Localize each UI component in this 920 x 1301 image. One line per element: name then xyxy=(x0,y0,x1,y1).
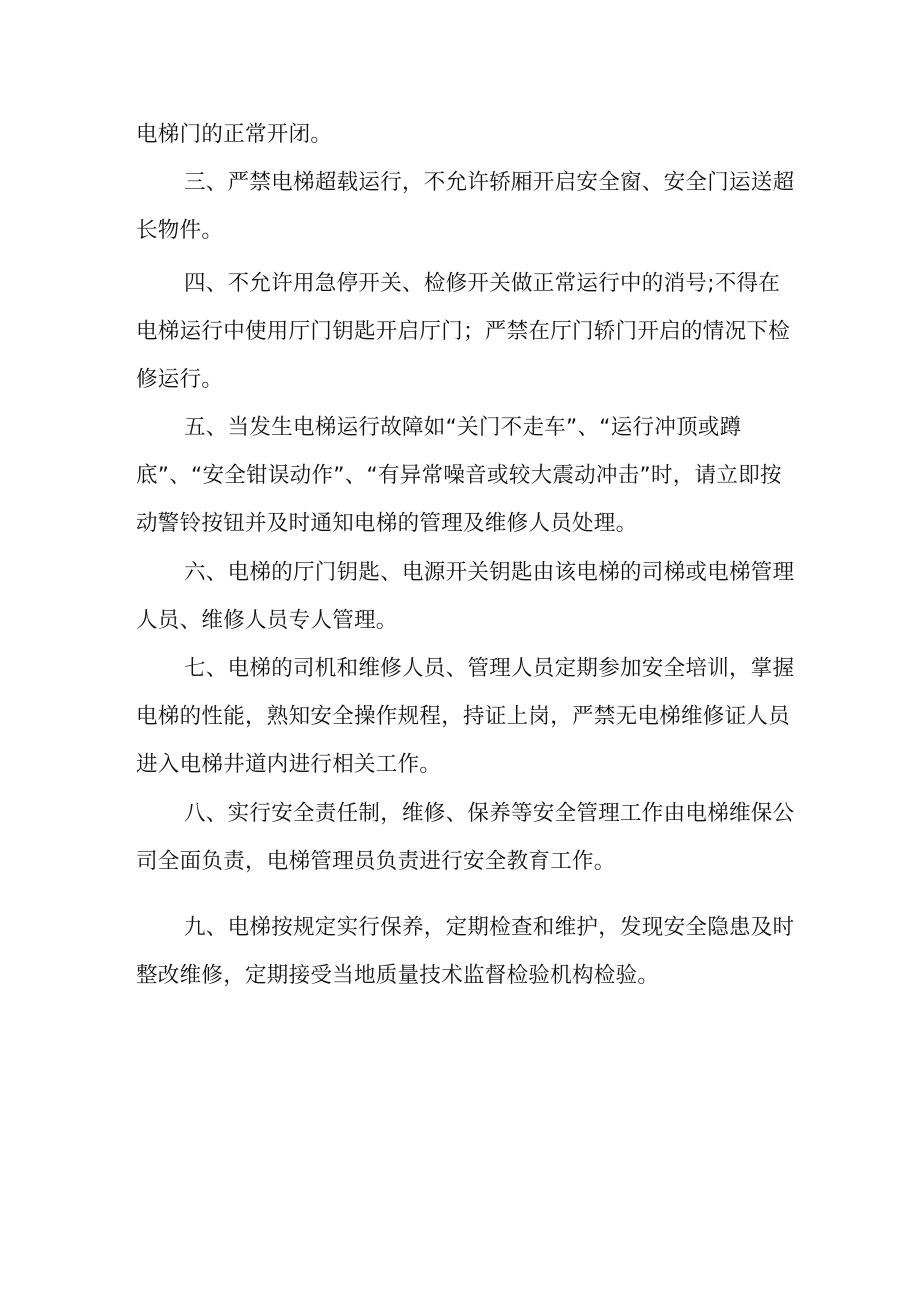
paragraph-rule-5: 五、当发生电梯运行故障如“关门不走车”、“运行冲顶或蹲底”、“安全钳误动作”、“有异常噪音或较大震动冲击”时，请立即按动警铃按钮并及时通知电梯的管理及维修人员处理。 xyxy=(136,415,782,536)
paragraph-continuation: 电梯门的正常开闭。 xyxy=(136,122,333,147)
paragraph-rule-9: 九、电梯按规定实行保养，定期检查和维护，发现安全隐患及时整改维修，定期接受当地质量技术监督检验机构检验。 xyxy=(136,915,795,988)
paragraph-rule-3: 三、严禁电梯超载运行，不允许轿厢开启安全窗、安全门运送超长物件。 xyxy=(136,170,795,243)
paragraph-rule-7: 七、电梯的司机和维修人员、管理人员定期参加安全培训，掌握电梯的性能，熟知安全操作规程，持证上岗，严禁无电梯维修证人员进入电梯井道内进行相关工作。 xyxy=(136,656,795,777)
paragraph-rule-4: 四、不允许用急停开关、检修开关做正常运行中的消号;不得在电梯运行中使用厅门钥匙开启厅门；严禁在厅门轿门开启的情况下检修运行。 xyxy=(136,271,791,392)
paragraph-rule-6: 六、电梯的厅门钥匙、电源开关钥匙由该电梯的司梯或电梯管理人员、维修人员专人管理。 xyxy=(136,560,795,633)
paragraph-rule-8: 八、实行安全责任制，维修、保养等安全管理工作由电梯维保公司全面负责，电梯管理员负责进行安全教育工作。 xyxy=(136,801,795,874)
